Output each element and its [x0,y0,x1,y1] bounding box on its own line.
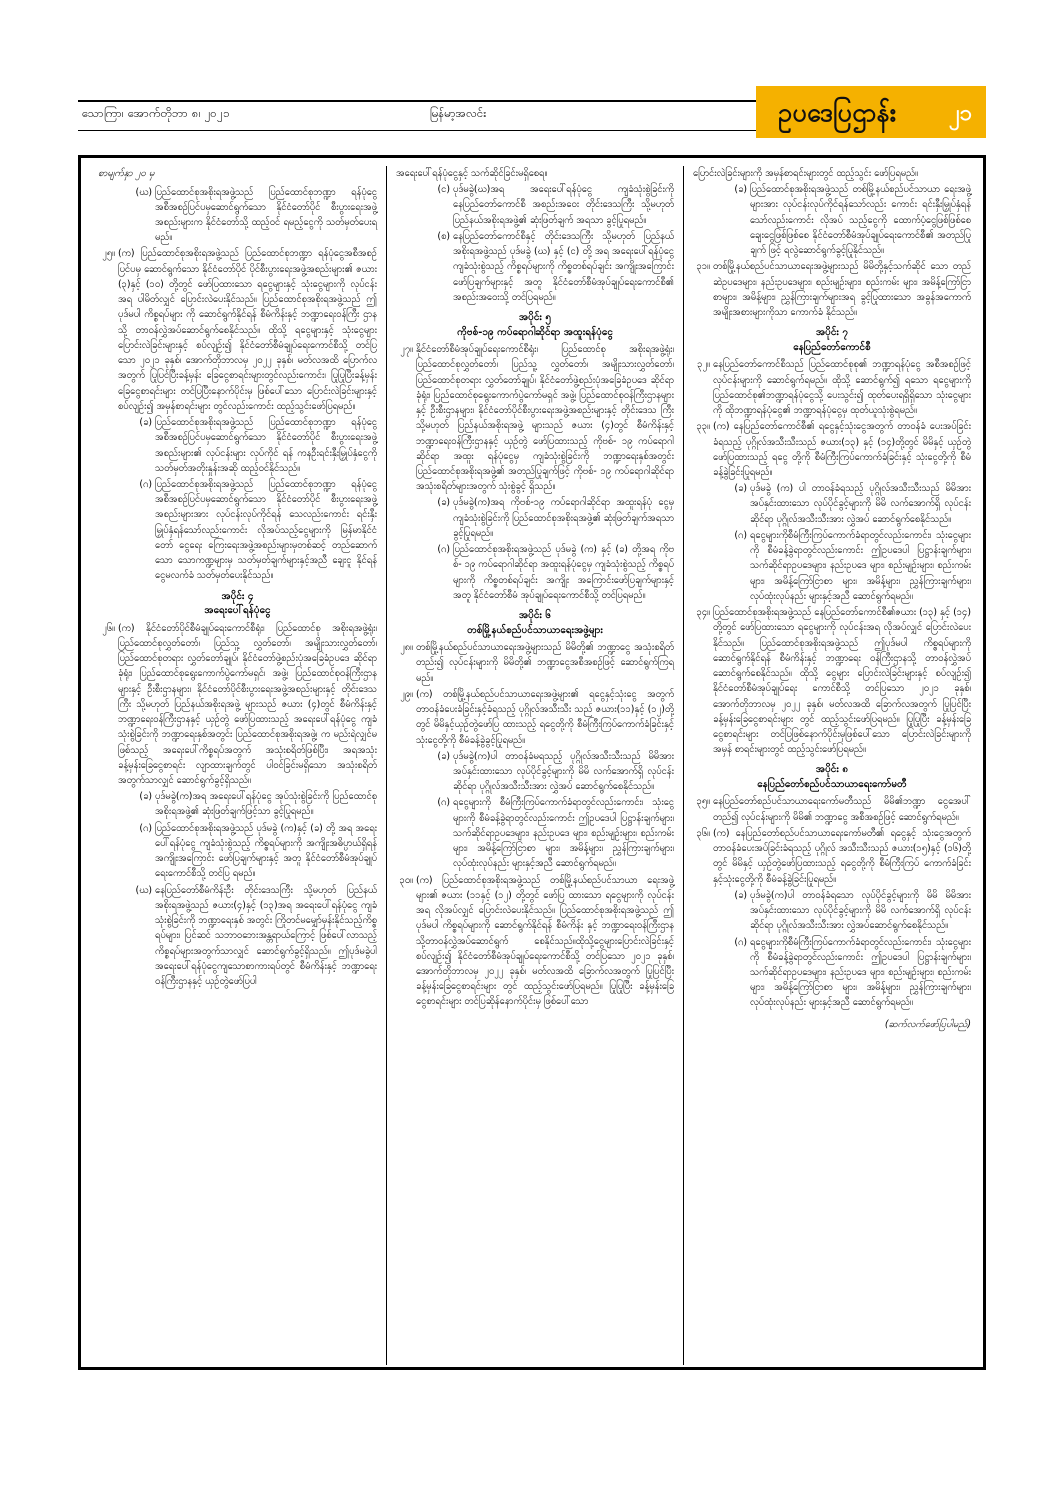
paragraph [693,357,971,418]
paragraph-text: နိုင်ငံတော်စီမံအုပ်ချုပ်ရေးကောင်စီရုံး၊ ပြည်ထောင်စု အစိုးရအဖွဲ့ရုံး၊ ပြည်ထောင်စုလွှတ်တော်၊ ပြည်သူ့ လွှတ်တော်၊ အမျိုးသားလွှတ်တော်၊ ပြည်ထောင်စုတရား လွှတ်တော်ချုပ်၊ နိုင်ငံတော်ဖွဲ့စည်းပုံအခြေခံဥပဒေ ဆိုင်ရာခုံရုံး၊ ပြည်ထောင်စုရွေးကောက်ပွဲကော်မရှင် အဖွဲ့၊ ပြည်ထောင်စုဝန်ကြီးဌာနများနှင့် ဦးစီးဌာနများ၊ နိုင်ငံတော်ပိုင်စီးပွားရေးအဖွဲ့အစည်းများနှင့် တိုင်းဒေသ ကြီး သို့မဟုတ် ပြည်နယ်အစိုးရအဖွဲ့ များသည် ဇယား (၄)တွင် စီမံကိန်းနှင့်ဘဏ္ဍာရေးဝန်ကြီးဌာနနှင့် ယှဉ်တွဲ ဖော်ပြထားသည့် ကိုဗစ်- ၁၉ ကပ်ရောဂါဆိုင်ရာ အထူး ရန်ပုံငွေမှ ကျခံသုံးစွဲခြင်းကို ဘဏ္ဍာရေးနှစ်အတွင်း ပြည်ထောင်စုအစိုးရအဖွဲ့၏ အတည်ပြုချက်ဖြင့် ကိုဗစ်- ၁၉ ကပ်ရောဂါဆိုင်ရာအသုံးစရိတ်များအတွက် သုံးစွဲခွင့် ရှိသည်။ [416,344,674,493]
paragraph-number: (ခ) [437,750,450,762]
paragraph [396,166,674,181]
paragraph-number: (ခ) [139,791,152,803]
paragraph-text: (က) ပြည်ထောင်စုအစိုးရအဖွဲ့သည် တစ်မြို့နယ်စည်ပင်သာယာ ရေးအဖွဲ့များ၏ ဇယား (၁၁နှင့် (၁၂) တို့တွင် ဖော်ပြ ထားသော ရငွေများကို လုပ်ငန်းအရ လိုအပ်လျှင် ပြောင်းလဲပေးနိုင်သည်။ ပြည်ထောင်စုအစိုးရအဖွဲ့သည် ဤပုဒ်မပါ ကိစ္စရပ်များကို ဆောင်ရွက်နိုင်ရန် စီမံကိန်း နှင့် ဘဏ္ဍာရေးဝန်ကြီးဌာနသို့တာဝန်လွှဲအပ်ဆောင်ရွက် စေနိုင်သည်။ထိုသို့ငွေများပြောင်းလဲခြင်းနှင့် စပ်လျဉ်း၍ နိုင်ငံတော်စီမံအုပ်ချုပ်ရေးကောင်စီသို့ တင်ပြသော ၂၀၂၁ ခုနှစ်၊ အောက်တိုဘာလမှ ၂၀၂၂ ခုနှစ်၊ မတ်လအထိ ခြောက်လအတွက် ပြုပြင်ပြီးခန့်မှန်းခြေငွေစာရင်းများ တွင် ထည့်သွင်းဖော်ပြရမည်။ ပြုပြုပြီး ခန့်မှန်းခြေ ငွေစာရင်းများ တင်ပြဆိုန်နောက်ပိုင်းမှ ဖြစ်ပေါ်သော [416,874,674,1008]
paragraph-number: (ခ) [734,483,747,495]
section-heading-line-1: အပိုင်း ၅ [518,312,552,324]
paragraph-number: ၃၆။ [696,827,710,839]
paragraph-number: ၂၅။ [102,248,115,260]
page-number: ၂၁ [948,101,972,126]
paragraph-number: (ဂ) [734,936,747,948]
paragraph [693,888,971,934]
masthead-date: သောကြာ၊ အောက်တိုဘာ ၈၊ ၂၀၂၁ [82,106,230,120]
paragraph-text: ပြောင်းလဲခြင်းများကို အမှန်စာရင်းများတွင် ထည့်သွင်း ဖော်ပြရမည်။ [693,168,918,179]
paragraph [693,182,971,258]
masthead-paper-name: မြန်မာ့အလင်း [429,106,487,120]
paragraph-number: (ဂ) [139,822,152,834]
column-3 [683,166,980,1365]
section-heading-line-2: ကိုဗစ်-၁၉ ကပ်ရောဂါဆိုင်ရာ အထူးရန်ပုံငွေ [457,326,613,338]
paragraph-text: (က) ပြည်ထောင်စုအစိုးရအဖွဲ့သည် ပြည်ထောင်စုဘဏ္ဍာ ရန်ပုံငွေအစီအစဉ်ပြင်ပမှ ဆောင်ရွက်သော နိုင်ငံတော်ပိုင် ပိုင်စီးပွားရေးအဖွဲ့အစည်းများ၏ ဇယား (၃)နှင့် (၁၀) တို့တွင် ဖော်ပြထားသော ရငွေများနှင့် သုံးငွေများကို လုပ်ငန်းအရ ပါမိတ်လျှင် ပြောင်းလဲပေးနိုင်သည်။ ပြည်ထောင်စုအစိုးရအဖွဲ့သည် ဤပုဒ်မပါ ကိစ္စရပ်များ ကို ဆောင်ရွက်နိုင်ရန် စီမံကိန်းနှင့် ဘဏ္ဍာရေးဝန်ကြီး ဌာနသို့ တာဝန်လွှဲအပ်ဆောင်ရွက်စေနိုင်သည်။ ထိုသို့ ရငွေများနှင့် သုံးငွေများ ပြောင်းလဲခြင်းများနှင့် စပ်လျဉ်း၍ နိုင်ငံတော်စီမံချုပ်ရေးကောင်စီသို့ တင်ပြသော ၂၀၂၁ ခုနှစ်၊ အောက်တိုဘာလမှ ၂၀၂၂ ခုနှစ်၊ မတ်လအထိ ပြောက်လအတွက် ပြုပြင်ပြီးခန့်မှန်း ခြေငွေစာရင်းများတွင်လည်းကောင်း၊ ပြုပြုပြီးခန့်မှန်း ခြေငွေစာရင်းများ တင်ပြပြီးနောက်ပိုင်းမှ ဖြစ်ပေါ်သော ပြောင်းလဲခြင်းများနှင့် စပ်လျဉ်း၍ အမှန်စာရင်းများ တွင်လည်းကောင်း ထည့်သွင်းဖော်ပြရမည်။ [118,248,377,412]
section-heading-line-2: နေပြည်တော်စည်ပင်သာယာရေးကော်မတီ [757,778,907,790]
paragraph-text: နေပြည်တော်ကောင်စီသည် ပြည်ထောင်စုစု၏ ဘဏ္ဍာရန်ပုံငွေ အစီအစဉ်ဖြင့် လုပ်ငန်းများကို ဆောင်ရွက်ရမည်။ ထိုသို့ ဆောင်ရွက်၍ ရသော ရငွေများကို ပြည်ထောင်စု၏ဘဏ္ဍာရန်ပုံငွေသို့ ပေးသွင်း၍ ထုတ်ပေးရရှိရှိသော သုံးငွေများကို ထိုဘဏ္ဍာရန်ပုံငွေ၏ ဘဏ္ဍာရန်ပုံငွေမှ ထုတ်ယူသုံးစွဲရမည်။ [713,359,971,417]
paragraph-text: ပြည်ထောင်စုအစိုးရအဖွဲ့သည် တစ်မြို့နယ်စည်ပင်သာယာ ရေးအဖွဲ့များအား လုပ်ငန်းလုပ်ကိုင်ရန်သော်လည်း ကောင်း ရင်းနှီးမြှုပ်နှံရန်သော်လည်းကောင်း လိုအပ် သည့်ငွေကို ထောက်ပံ့ငွေဖြစ်ဖြစ်စေ ချေးငွေဖြစ်ဖြစ်စေ နိုင်ငံတော်စီမံအုပ်ချုပ်ရေးကောင်စီ၏ အတည်ပြုချက် ဖြင့် ရလွဲဆောင်ရွက်ခွင့်ပြုနိုင်သည်။ [750,184,971,257]
paragraph [98,883,377,990]
paragraph-text: ပြည်ထောင်စုအစိုးရအဖွဲ့သည် ပြည်ထောင်စုဘဏ္ဍာ ရန်ပုံငွေအစီအစဉ်ပြင်ပမှဆောင်ရွက်သော နိုင်ငံတော်ပိုင် စီးပွားရေးအဖွဲ့အစည်းများအား လုပ်ငန်းလုပ်ကိုင်ရန် သေလည်းကောင်း ရင်းနှီးမြှုပ်နှံရန်သော်လည်းကောင်း လိုအပ်သည့်ငွေများကို မြန်မာနိုင်ငံတော် ငွေရေး ကြေးရေးအဖွဲ့အစည်းများမှတစ်ဆင့် တည်ဆောက်သော သောကဏ္ဍများမှ သတ်မှတ်ချက်များနှင့်အညီ ချေးငူ နိုင်ရန် ငွေမလက်ခံ သတ်မှတ်ပေးနိုင်သည်။ [155,478,377,582]
paragraph-number: (ဂ) [139,478,152,490]
paragraph-text: ပုဒ်မခွဲ(ဃ)အရ အရေးပေါ်ရန်ပုံငွေ ကျခံသုံးစွဲခြင်းကို နေပြည်တော်ကောင်စီ အစည်းအဝေး တိုင်းဒေသကြီး သို့မဟုတ် ပြည်နယ်အစိုးရအဖွဲ့၏ ဆုံးဖြတ်ချက် အရသာ ခွင့်ပြုရမည်။ [453,184,674,226]
paragraph [98,246,377,414]
paragraph-number: ၂၆။ [102,622,115,634]
paragraph-text: ပြည်ထောင်စုအစိုးရအဖွဲ့သည် နေပြည်တော်ကောင်စီ၏ဇယား (၁၃) နှင့် (၁၄) တို့တွင် ဖော်ပြထားသော ရငွေများကို လုပ်ငန်းအရ လိုအပ်လျှင် ပြောင်းလဲပေးနိုင်သည်။ ပြည်ထောင်စုအစိုးရအဖွဲ့သည် ဤပုဒ်မပါ ကိစ္စရပ်များကို ဆောင်ရွက်နိုင်ရန် စီမံကိန်းနှင့် ဘဏ္ဍာရေး ဝန်ကြီးဌာနသို့ တာဝန်လွှဲအပ်ဆောင်ရွက်စေနိုင်သည်။ ထိုသို့ ငွေများ ပြောင်းလဲခြင်းများနှင့် စပ်လျဉ်း၍ နိုင်ငံတော်စီမံအုပ်ချုပ်ရေး ကောင်စီသို့ တင်ပြသော ၂၀၂၁ ခုနှစ်၊ အောက်တိုဘာလမှ ၂၀၂၂ ခုနှစ်၊ မတ်လအထိ ခြောက်လအတွက် ပြုပြင်ပြီးခန့်မှန်းခြေငွေစာရင်းများ တွင် ထည့်သွင်းဖော်ပြရမည်။ ပြုပြုပြီး ခန့်မှန်းခြေငွေစာရင်းများ တင်ပြဖြစ်နောက်ပိုင်းမှဖြစ်ပေါ်သော ပြောင်းလဲခြင်းများကို အမှန် စာရင်းများတွင် ထည့်သွင်းဖော်ပြရမည်။ [713,607,971,756]
paragraph-text: ပုဒ်မခွဲ(က)အရ ကိုဗစ်-၁၉ ကပ်ရောဂါဆိုင်ရာ အထူးရန်ပုံ ငွေမှ ကျခံသုံးစွဲခြင်းကို ပြည်ထောင်စုအစိုးရအဖွဲ့၏ ဆုံးဖြတ်ချက်အရသာ ခွင့်ပြုရမည်။ [453,497,674,539]
continuation-kicker: စာမျက်နှာ ၂၀ မှ [98,168,155,179]
paragraph-number: ၃၂။ [697,359,710,371]
paragraph [98,821,377,882]
paragraph-text: အရေးပေါ်ရန်ပုံငွေနှင့် သက်ဆိုင်ခြင်းမရှိစေရ။ [396,168,548,179]
paragraph [396,640,674,686]
paragraph-number: ၃၄။ [696,607,710,619]
paragraph-text: တစ်မြို့နယ်စည်ပင်သာယာရေးအဖွဲ့များသည် မိမိတို့၏ ဘဏ္ဍာငွေ အသုံးစရိတ်တည်း၍ လုပ်ငန်းများကို မိမိတို့၏ ဘဏ္ဍာငွေအစီအစဉ်ဖြင့် ဆောင်ရွက်ကြရမည်။ [416,642,674,684]
paragraph-text: ပြည်ထောင်စုအစိုးရအဖွဲ့သည် ပြည်ထောင်စုဘဏ္ဍာ ရန်ပုံငွေအစီအစဉ်ပြင်ပမှဆောင်ရွက်သော နိုင်ငံတော်ပိုင် စီးပွားရေးအဖွဲ့အစည်းများက နိုင်ငံတော်သို့ ထည့်ဝင် ရမည့်ငွေကို သတ်မှတ်ပေးရမည်။ [155,186,377,244]
paragraph-number: ၃၀။ [399,874,413,886]
paragraph-number: ၃၁။ [696,261,710,273]
section-heading-line-2: အရေးပေါ်ရန်ပုံငွေ [204,605,271,617]
paragraph [693,166,971,181]
paragraph-number: (ဃ) [135,186,152,198]
paragraph [693,481,971,527]
paragraph [693,794,971,824]
paragraph-text: ရငွေများကိုစီမံကြီးကြပ်ကောက်ခံရာတွင်လည်းကောင်း၊ သုံးငွေများကို စီမံခန့်ခွဲရာတွင်လည်းကောင်း ဤဥပဒေပါ ပြဋ္ဌာန်းချက်များ၊ သက်ဆိုင်ရာဥပဒေများ၊ နည်းဥပဒေ များ၊ စည်းမျဉ်းများ၊ စည်းကမ်းများ၊ အမိန့်ကြော်ငြာစာ များ၊ အမိန့်များ၊ ညွှန်ကြားချက်များ၊ လုပ်ထုံးလုပ်နည်း များနှင့်အညီ ဆောင်ရွက်ရမည်။ [750,936,971,1009]
section-heading [396,311,674,340]
section-heading [98,590,377,619]
section-heading-line-1: အပိုင်း ၇ [815,327,849,339]
paragraph-text: နေပြည်တော်စီမံကိန်းဦး တိုင်းဒေသကြီး သို့မဟုတ် ပြည်နယ်အစိုးရအဖွဲ့သည် ဇယား(၄)နှင့် (၁၃)အရ အရေးပေါ်ရန်ပုံငွေ ကျခံသုံးစွဲခြင်းကို ဘဏ္ဍာရေးနှစ် အတွင်း ကြိုတင်မမျှော်မှန်းနိုင်သည့်ကိစ္စရပ်များ၊ ပြင်ဆင် သဘာဝဘေးအန္တရာယ်ကြောင့် ဖြစ်ပေါ်လာသည့် ကိစ္စရပ်များအတွက်သာလျှင် ဆောင်ရွက်ခွင့်ရှိသည်။ ဤပုဒ်မခွဲပါ အရေးပေါ်ရန်ပုံငွေကျသောစာကားရပ်တွင် စီမံကိန်းနှင့် ဘဏ္ဍာရေးဝန်ကြီးဌာနနှင့် ယှဉ်တွဲဖော်ပြပါ [155,884,377,988]
section-heading-line-2: တစ်မြို့နယ်စည်ပင်သာယာရေးအဖွဲ့များ [467,624,603,636]
paragraph-text: ပုဒ်မခွဲ(က)ပါ တာဝန်ခံမရသည့် ပုဂ္ဂိုလ်အသီးသီးသည် မိမိအား အပ်နှင်းထားသော လုပ်ပိုင်ခွင့်များကို မိမိ လက်အောက်ရှိ လုပ်ငန်းဆိုင်ရာ ပုဂ္ဂိုလ်အသီးသီးအား လွှဲအပ် ဆောင်ရွက်စေနိုင်သည်။ [453,750,674,793]
paragraph [98,415,377,476]
paragraph [396,687,674,748]
continued-note: (ဆက်လက်ဖော်ပြပါမည်) [884,1018,971,1030]
section-heading-line-1: အပိုင်း ၆ [518,610,552,622]
paragraph-text: (က) နိုင်ငံတော်ပိုင်စီမံချုပ်ရေးကောင်စီရုံး၊ ပြည်ထောင်စု အစိုးရအဖွဲ့ရုံး၊ ပြည်ထောင်စုလွှတ်တော်၊ ပြည်သူ့ လွှတ်တော်၊ အမျိုးသားလွှတ်တော်၊ ပြည်ထောင်စုတရား လွှတ်တော်ချုပ်၊ နိုင်ငံတော်ဖွဲ့စည်းပုံအခြေခံဥပဒေ ဆိုင်ရာခုံရုံး၊ ပြည်ထောင်စုရွေးကောက်ပွဲကော်မရှင်၊ အဖွဲ့၊ ပြည်ထောင်စုဝန်ကြီးဌာနများနှင့် ဦးစီးဌာနများ၊ နိုင်ငံတော်ပိုင်စီးပွားရေးအဖွဲ့အစည်းများနှင့် တိုင်းဒေသ ကြီး သို့မဟုတ် ပြည်နယ်အစိုးရအဖွဲ့ များသည် ဇယား (၄)တွင် စီမံကိန်းနှင့်ဘဏ္ဍာရေးဝန်ကြီးဌာနနှင့် ယှဉ်တွဲ ဖော်ပြထားသည့် အရေးပေါ်ရန်ပုံငွေ ကျခံသုံးစွဲခြင်းကို ဘဏ္ဍာရေးနှစ်အတွင်း ပြည်ထောင်စုအစိုးရအဖွဲ့၊ က မည်းရဲလျှင်မဖြစ်သည့် အရေးပေါ်ကိစ္စရပ်အတွက် အသုံးစရိတ်ဖြစ်ပြီး၊ အရအသုံးခန့်မှန်းခြေငွေစာရင်း လျာထားချက်တွင် ပါဝင်ခြင်းမရှိသော အသုံးစရိတ် အတွက်သာလျှင် ဆောင်ရွက်ခွင့်ရှိသည်။ [118,622,377,786]
paragraph-number: (ဃ) [135,884,152,896]
section-heading-line-1: အပိုင်း ၈ [815,764,849,776]
paragraph-number: (င) [437,184,450,196]
paragraph-number: (ခ) [734,889,747,901]
section-heading [693,326,971,355]
paragraph [693,935,971,1011]
paragraph [693,419,971,480]
paragraph-text: ရငွေများကို စီမံကြီးကြပ်ကောက်ခံရာတွင်လည်းကောင်း၊ သုံးငွေများကို စီမံခန့်ခွဲရာတွင်လည်းကောင်း ဤဥပဒေပါ ပြဋ္ဌာန်းချက်များ၊ သက်ဆိုင်ရာဥပဒေများ၊ နည်းဥပဒေ များ၊ စည်းမျဉ်းများ၊ စည်းကမ်းများ၊ အမိန့်ကြော်ငြာစာ များ၊ အမိန့်များ၊ ညွှန်ကြားချက်များ၊ လုပ်ထုံးလုပ်နည်း များနှင့်အညီ ဆောင်ရွက်ရမည်။ [453,797,674,870]
paragraph [396,542,674,603]
column-2 [386,166,683,1365]
paragraph-text: (က) နေပြည်တော်စည်ပင်သာယာရေးကော်မတီ၏ ရငွေနှင့် သုံးငွေအတွက် တာဝန်ခံပေးအပ်ခြင်းခံရသည့် ပုဂ္ဂိုလ် အသီးသီးသည် ဇယား(၁၅)နှင့် (၁၆)တို့တွင် မိမိနှင့် ယှဉ်တွဲဖော်ပြထားသည့် ရငွေတို့ကို စီမံကြီးကြပ် ကောက်ခံခြင်းနှင့်သုံးငွေတို့ကို စီမံခန့်ခွဲခြင်းပြုရမည်။ [713,827,971,885]
paragraph [396,495,674,541]
section-heading-line-2: နေပြည်တော်ကောင်စီ [793,341,871,353]
section-label: ဥပဒေပြဌာန်း [778,97,897,127]
paragraph-number: (ခ) [139,417,152,429]
paragraph-text: ပုဒ်မခွဲ(က)အရ အရေးပေါ်ရန်ပုံငွေ အုပ်သုံးစွဲခြင်းကို ပြည်ထောင်စုအစိုးရအဖွဲ့၏ ဆုံးဖြတ်ချက်ဖြင့်သာ ခွင့်ပြုရမည်။ [155,791,377,818]
paragraph-number: (ဂ) [437,797,450,809]
paragraph-text: ပုဒ်မခွဲ (က) ပါ တာဝန်ခံရသည့် ပုဂ္ဂိုလ်အသီးသီးသည် မိမိအားအပ်နှင်းထားသော လုပ်ပိုင်ခွင့်များကို မိမိ လက်အောက်ရှိ လုပ်ငန်းဆိုင်ရာ ပုဂ္ဂိုလ်အသီးသီးအား လွှဲအပ် ဆောင်ရွက်စေနိုင်သည်။ [750,483,971,525]
paragraph [396,873,674,1010]
paragraph [98,477,377,584]
paragraph [693,528,971,604]
paragraph-number: ၂၇။ [400,344,413,356]
section-badge [756,86,986,138]
paragraph [98,789,377,819]
paragraph-text: ရငွေများကိုစီမံကြီးကြပ်ကောက်ခံရာတွင်လည်းကောင်း၊ သုံးငွေများကို စီမံခန့်ခွဲရာတွင်လည်းကောင်း ဤဥပဒေပါ ပြဋ္ဌာန်းချက်များ၊ သက်ဆိုင်ရာဥပဒေများ၊ နည်းဥပဒေ များ၊ စည်းမျဉ်းများ၊ စည်းကမ်းများ၊ အမိန့်ကြော်ငြာစာ များ၊ အမိန့်များ၊ ညွှန်ကြားချက်များ၊ လုပ်ထုံးလုပ်နည်း များနှင့်အညီ ဆောင်ရွက်ရမည်။ [750,529,971,602]
section-heading-line-1: အပိုင်း ၄ [221,590,254,602]
paragraph [396,182,674,228]
paragraph-text: နေပြည်တော်စည်ပင်သာယာရေးကော်မတီသည် မိမိ၏ဘဏ္ဍာ ငွေအေပါ်တည်၍ လုပ်ငန်းများကို မိမိ၏ ဘဏ္ဍာငွေ အစီအစဉ်ဖြင့် ဆောင်ရွက်ရမည်။ [713,796,971,823]
paragraph-number: ၃၅။ [696,796,710,808]
paragraph [396,229,674,305]
paragraph-number: (ခ) [734,184,747,196]
paragraph-text: (က) တစ်မြို့နယ်စည်ပင်သာယာရေးအဖွဲ့များ၏ ရငွေနှင့်သုံးငွေ အတွက် တာဝန်ခံပေးခံခြင်းနှင့်ခံရသည့် ပုဂ္ဂိုလ်အသီးသီး သည် ဇယား(၁၁)နှင့် (၁၂)တို့တွင် မိမိနှင့်ယှဉ်တွဲဖော်ပြ ထားသည့် ရငွေတို့ကို စီမံကြီးကြပ်ကောက်ခံခြင်းနှင့် သုံးငွေတို့ကို စီမံခန့်ခွဲခွင့်ပြုရမည်။ [416,688,674,746]
paragraph-text: ပြည်ထောင်စုအစိုးရအဖွဲ့သည် ပုဒ်မခွဲ (က)နှင့် (ခ) တို့ အရ အရေးပေါ်ရန်ပုံငွေ ကျခံသုံးစွဲသည့် ကိစ္စရပ်များကို အကျိုးအဓိပ္ပာယ်ရှိရန် အကျိုးအကြောင်း ဖော်ပြချက်များနှင့် အတူ နိုင်ငံတော်စီမံအုပ်ချုပ်ရေးကောင်စီသို့ တင်ပြ ရမည်။ [155,822,377,880]
paragraph-text: (က) နေပြည်တော်ကောင်စီ၏ ရငွေနှင့်သုံးငွေအတွက် တာဝန်ခံ ပေးအပ်ခြင်းခံရသည့် ပုဂ္ဂိုလ်အသီးသီးသည် ဇယား(၁၃) နှင့် (၁၄)တို့တွင် မိမိနှင့် ယှဉ်တွဲဖော်ပြထားသည့် ရငွေ တို့ကို စီမံကြီးကြပ်ကောက်ခံခြင်းနှင့် သုံးငွေတို့ကို စီမံ ခန့်ခွဲခြင်းပြုရမည်။ [713,421,971,478]
paragraph [396,749,674,795]
paragraph-number: ၂၉။ [400,688,413,700]
paragraph-number: ၂၈။ [400,642,413,654]
paragraph-number: ၃၃။ [696,421,710,433]
article-columns [89,166,981,1365]
paragraph-text: ပြည်ထောင်စုအစိုးရအဖွဲ့သည် ပြည်ထောင်စုဘဏ္ဍာ ရန်ပုံငွေအစီအစဉ်ပြင်ပမှဆောင်ရွက်သော နိုင်ငံတော်ပိုင် စီးပွားရေးအဖွဲ့အစည်းများ၏ လုပ်ငန်းများ လုပ်ကိုင် ရန် ကနဦးရင်းနှီးမြှုပ်နှံငွေကို သတ်မှတ်အတိုးနှုန်းအဆို ထည့်ဝင်နိုင်သည်။ [155,417,377,474]
masthead-bottom-rule [78,130,758,131]
paragraph-number: (ခ) [437,497,450,509]
paragraph [693,826,971,887]
paragraph [693,605,971,757]
paragraph [98,621,377,789]
section-heading [396,609,674,638]
paragraph [98,185,377,246]
masthead [78,97,986,146]
article-frame [78,155,986,1370]
paragraph-text: ပုဒ်မခွဲ(က)ပါ တာဝန်ခံရသော လုပ်ပိုင်ခွင့်များကို မိမိ မိမိအား အပ်နှင်းထားသော လုပ်ပိုင်ခွင့်များကို မိမိ လက်အောက်ရှိ လုပ်ငန်းဆိုင်ရာ ပုဂ္ဂိုလ်အသီးသီးအား လွှဲအပ်ဆောင်ရွက်စေနိုင်သည်။ [750,889,971,932]
paragraph-text: ပြည်ထောင်စုအစိုးရအဖွဲ့သည် ပုဒ်မခွဲ (က) နှင့် (ခ) တို့အရ ကိုဗစ်- ၁၉ ကပ်ရောဂါဆိုင်ရာ အထူးရန်ပုံငွေမှ ကျခံသုံးစွဲသည့် ကိစ္စရပ်များကို ကိစ္စတစ်ရပ်ချင်း အကျိုး အကြောင်းဖော်ပြချက်များနှင့်အတူ နိုင်ငံတော်စီမံ အုပ်ချုပ်ရေးကောင်စီသို့ တင်ပြရမည်။ [453,544,674,601]
paragraph-number: (ဂ) [437,544,450,556]
column-1 [89,166,386,1365]
paragraph-number: (ဂ) [734,529,747,541]
paragraph [693,259,971,320]
paragraph [396,795,674,871]
paragraph-text: တစ်မြို့နယ်စည်ပင်သာယာရေးအဖွဲ့များသည် မိမိတို့နှင့်သက်ဆိုင် သော တည်ဆဲဥပဒေများ၊ နည်းဥပဒေများ၊ စည်းမျဉ်းများ၊ စည်းကမ်း များ၊ အမိန့်ကြော်ငြာစာများ၊ အမိန့်များ၊ ညွှန်ကြားချက်များအရ ခွင့်ပြုထားသော အခွန်အကောက်အမျိုးအစားများကိုသာ ကောက်ခံ နိုင်သည်။ [713,261,971,319]
paragraph-number: (စ) [437,230,450,242]
paragraph [396,342,674,494]
section-heading [693,763,971,792]
paragraph-text: နေပြည်တော်ကောင်စီနှင့် တိုင်းဒေသကြီး သို့မဟုတ် ပြည်နယ်အစိုးရအဖွဲ့သည် ပုဒ်မခွဲ (ဃ) နှင့် (င) တို့ အရ အရေးပေါ်ရန်ပုံငွေ ကျခံသုံးစွဲသည့် ကိစ္စရပ်များကို ကိစ္စတစ်ရပ်ချင်း အကျိုးအကြောင်း ဖော်ပြချက်များနှင့် အတူ နိုင်ငံတော်စီမံအုပ်ချုပ်ရေးကောင်စီ၏ အစည်းအဝေးသို့ တင်ပြရမည်။ [453,230,674,303]
